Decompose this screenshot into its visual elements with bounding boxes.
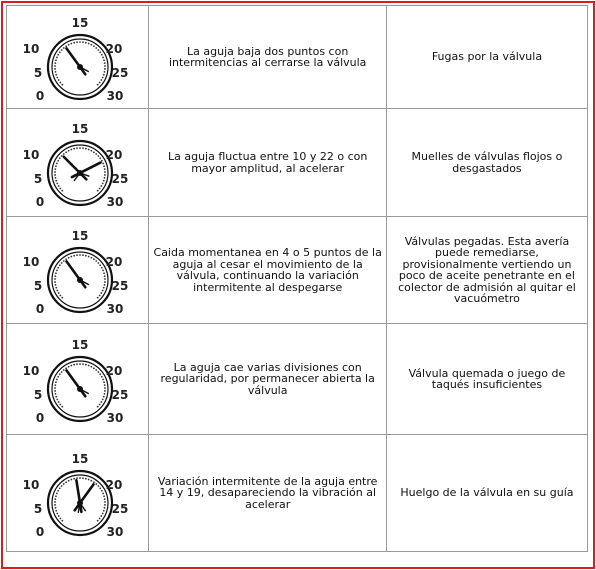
gauge-tick: [104, 168, 106, 170]
gauge-tick: [59, 187, 61, 189]
gauge-tick: [58, 292, 60, 294]
gauge-tick: [59, 373, 61, 375]
gauge-tick: [58, 185, 60, 187]
vacuum-gauge-icon: [18, 333, 138, 425]
gauge-tick: [73, 364, 75, 366]
gauge-tick: [87, 43, 89, 45]
description-text: Caida momentanea en 4 o 5 puntos de la aguja al cesar el movimiento de la válvula, continuando la variación intermitente al despegarse: [153, 246, 382, 294]
gauge-tick: [54, 498, 56, 500]
gauge-tick: [58, 79, 60, 81]
gauge-tick: [59, 295, 61, 297]
gauge-scale-label: 15: [71, 16, 89, 30]
gauge-tick: [103, 393, 105, 395]
table-row: [7, 435, 588, 552]
gauge-tick: [73, 255, 75, 257]
gauge-tick: [67, 149, 69, 151]
gauge-scale-label: 20: [105, 42, 123, 56]
gauge-tick: [104, 498, 106, 500]
gauge-tick: [67, 366, 69, 368]
gauge-tick: [56, 513, 58, 515]
gauge-tick: [65, 151, 67, 153]
gauge-tick: [65, 481, 67, 483]
cause-text: Muelles de válvulas flojos o desgastados: [411, 150, 563, 175]
gauge-tick: [93, 258, 95, 260]
gauge-tick: [103, 74, 105, 76]
gauge-tick: [97, 371, 99, 373]
description-text: La aguja baja dos puntos con intermitencias al cerrarse la válvula: [168, 44, 367, 69]
gauge-scale-label: 30: [106, 302, 124, 316]
gauge-tick: [98, 295, 100, 297]
gauge-tick: [76, 41, 78, 43]
gauge-tick: [99, 51, 101, 53]
gauge-tick: [97, 155, 99, 157]
description-text: La aguja fluctua entre 10 y 22 o con mayor amplitud, al acelerar: [167, 150, 368, 175]
gauge-scale-label: 0: [35, 194, 44, 209]
gauge-tick: [73, 147, 75, 149]
gauge-tick: [82, 363, 84, 365]
gauge-scale-label: 20: [105, 255, 123, 269]
gauge-tick: [55, 59, 57, 61]
gauge-tick: [85, 147, 87, 149]
gauge-cell: [7, 6, 149, 109]
cause-cell: [386, 435, 587, 552]
gauge-scale-label: 0: [35, 411, 44, 425]
gauge-tick: [79, 363, 81, 365]
gauge-tick: [85, 42, 87, 44]
gauge-tick: [54, 501, 56, 503]
gauge-tick: [76, 477, 78, 479]
gauge-scale-label: 5: [33, 279, 42, 293]
gauge-tick: [61, 297, 63, 299]
description-text: Variación intermitente de la aguja entre 14 y 19, desapareciendo la vibración al acelerar: [157, 474, 378, 511]
gauge-tick: [87, 479, 89, 481]
gauge-scale-label: 15: [71, 121, 89, 136]
gauge-cell: [7, 109, 149, 217]
gauge-scale-label: 0: [35, 525, 44, 539]
gauge-tick: [100, 292, 102, 294]
gauge-tick: [95, 47, 97, 49]
gauge-tick: [97, 406, 99, 408]
gauge-tick: [100, 401, 102, 403]
gauge-tick: [98, 404, 100, 406]
gauge-tick: [54, 174, 56, 176]
gauge-tick: [100, 185, 102, 187]
cause-cell: [386, 109, 587, 217]
gauge-scale-label: 15: [71, 452, 89, 466]
gauge-tick: [56, 162, 58, 164]
gauge-tick: [82, 254, 84, 256]
cause-cell: [386, 324, 587, 435]
gauge-tick: [57, 267, 59, 269]
gauge-scale-label: 5: [33, 171, 42, 186]
gauge-tick: [54, 281, 56, 283]
gauge-tick: [82, 147, 84, 149]
gauge-scale-label: 10: [22, 364, 40, 378]
gauge-tick: [56, 77, 58, 79]
gauge-tick: [60, 155, 62, 157]
gauge-tick: [103, 272, 105, 274]
gauge-tick: [61, 520, 63, 522]
gauge-tick: [102, 270, 104, 272]
gauge-scale-label: 25: [111, 66, 129, 80]
gauge-tick: [54, 176, 56, 178]
gauge-tick: [59, 487, 61, 489]
gauge-tick: [104, 171, 106, 173]
gauge-tick: [99, 264, 101, 266]
gauge-tick: [65, 258, 67, 260]
gauge-tick: [57, 54, 59, 56]
gauge-tick: [60, 371, 62, 373]
gauge-tick: [57, 159, 59, 161]
gauge-tick: [70, 365, 72, 367]
description-cell: [149, 6, 386, 109]
gauge-tick: [104, 390, 106, 392]
gauge-scale-label: 30: [106, 89, 124, 103]
vacuum-gauge-icon: [18, 224, 138, 316]
gauge-scale-label: 5: [33, 388, 42, 402]
gauge-tick: [103, 381, 105, 383]
gauge-tick: [90, 149, 92, 151]
gauge-scale-label: 0: [35, 302, 44, 316]
cause-text: Válvulas pegadas. Esta avería puede remediarse, provisionalmente vertiendo un poco de aceite penetrante en el colector de admisión al quitar el vacuómetro: [398, 234, 576, 305]
valve-diagnosis-table: [6, 5, 588, 552]
gauge-tick: [95, 369, 97, 371]
gauge-tick: [99, 487, 101, 489]
gauge-tick: [79, 477, 81, 479]
gauge-tick: [104, 501, 106, 503]
gauge-tick: [104, 68, 106, 70]
gauge-tick: [79, 41, 81, 43]
gauge-tick: [63, 153, 65, 155]
gauge-tick: [54, 168, 56, 170]
gauge-tick: [54, 284, 56, 286]
gauge-tick: [63, 369, 65, 371]
gauge-tick: [57, 490, 59, 492]
gauge-tick: [55, 381, 57, 383]
gauge-tick: [101, 54, 103, 56]
gauge-tick: [82, 41, 84, 43]
gauge-tick: [54, 278, 56, 280]
gauge-scale-label: 25: [111, 388, 129, 402]
gauge-tick: [102, 57, 104, 59]
gauge-tick: [55, 495, 57, 497]
gauge-tick: [67, 480, 69, 482]
description-cell: [149, 435, 386, 552]
gauge-tick: [102, 162, 104, 164]
gauge-tick: [98, 82, 100, 84]
cause-text: Fugas por la válvula: [431, 50, 543, 64]
gauge-pivot: [77, 64, 83, 70]
gauge-tick: [54, 275, 56, 277]
gauge-tick: [59, 404, 61, 406]
gauge-tick: [54, 65, 56, 67]
table-row: [7, 217, 588, 324]
gauge-tick: [90, 480, 92, 482]
gauge-scale-label: 20: [105, 478, 123, 492]
gauge-tick: [104, 384, 106, 386]
vacuum-gauge-icon: [18, 117, 138, 209]
gauge-tick: [104, 278, 106, 280]
gauge-tick: [56, 270, 58, 272]
gauge-tick: [54, 507, 56, 509]
gauge-scale-label: 30: [106, 411, 124, 425]
gauge-tick: [102, 77, 104, 79]
gauge-scale-label: 10: [22, 478, 40, 492]
gauge-scale-label: 25: [111, 171, 129, 186]
gauge-tick: [73, 478, 75, 480]
description-cell: [149, 217, 386, 324]
gauge-tick: [97, 49, 99, 51]
gauge-tick: [103, 510, 105, 512]
gauge-tick: [104, 387, 106, 389]
gauge-tick: [59, 157, 61, 159]
gauge-tick: [63, 47, 65, 49]
gauge-tick: [101, 159, 103, 161]
gauge-tick: [85, 364, 87, 366]
gauge-tick: [61, 189, 63, 191]
gauge-tick: [95, 483, 97, 485]
gauge-tick: [54, 393, 56, 395]
gauge-tick: [63, 483, 65, 485]
gauge-tick: [54, 171, 56, 173]
gauge-tick: [97, 485, 99, 487]
gauge-tick: [97, 262, 99, 264]
gauge-tick: [57, 376, 59, 378]
gauge-tick: [90, 366, 92, 368]
cause-cell: [386, 6, 587, 109]
gauge-tick: [87, 148, 89, 150]
gauge-tick: [54, 390, 56, 392]
gauge-scale-label: 20: [105, 364, 123, 378]
table-row: [7, 324, 588, 435]
gauge-tick: [90, 44, 92, 46]
gauge-tick: [54, 62, 56, 64]
gauge-tick: [55, 165, 57, 167]
gauge-scale-label: 15: [71, 229, 89, 243]
gauge-tick: [70, 148, 72, 150]
gauge-tick: [95, 260, 97, 262]
gauge-tick: [59, 82, 61, 84]
gauge-tick: [70, 256, 72, 258]
gauge-tick: [55, 287, 57, 289]
vacuum-gauge-icon: [18, 447, 138, 539]
gauge-scale-label: 15: [71, 338, 89, 352]
cause-cell: [386, 217, 587, 324]
gauge-tick: [61, 406, 63, 408]
gauge-tick: [54, 68, 56, 70]
gauge-tick: [56, 182, 58, 184]
gauge-tick: [103, 71, 105, 73]
gauge-scale-label: 30: [106, 194, 124, 209]
gauge-tick: [103, 179, 105, 181]
gauge-tick: [61, 84, 63, 86]
description-text: La aguja cae varias divisiones con regularidad, por permanecer abierta la válvula: [160, 360, 375, 397]
gauge-scale-label: 10: [22, 255, 40, 269]
gauge-tick: [101, 267, 103, 269]
gauge-tick: [70, 43, 72, 45]
gauge-tick: [90, 257, 92, 259]
gauge-cell: [7, 435, 149, 552]
gauge-tick: [103, 59, 105, 61]
gauge-tick: [99, 373, 101, 375]
gauge-tick: [55, 179, 57, 181]
gauge-tick: [104, 65, 106, 67]
gauge-scale-label: 20: [105, 147, 123, 162]
gauge-tick: [54, 384, 56, 386]
gauge-tick: [55, 396, 57, 398]
gauge-tick: [56, 290, 58, 292]
gauge-tick: [101, 376, 103, 378]
gauge-tick: [103, 165, 105, 167]
gauge-scale-label: 30: [106, 525, 124, 539]
gauge-pivot: [77, 170, 83, 176]
gauge-tick: [85, 255, 87, 257]
gauge-tick: [103, 396, 105, 398]
gauge-scale-label: 0: [35, 89, 44, 103]
gauge-tick: [93, 45, 95, 47]
gauge-tick: [56, 57, 58, 59]
gauge-tick: [59, 51, 61, 53]
description-cell: [149, 109, 386, 217]
gauge-tick: [104, 281, 106, 283]
gauge-tick: [98, 518, 100, 520]
gauge-scale-label: 25: [111, 502, 129, 516]
gauge-tick: [87, 256, 89, 258]
gauge-tick: [55, 272, 57, 274]
gauge-tick: [60, 262, 62, 264]
gauge-pivot: [77, 386, 83, 392]
gauge-tick: [93, 151, 95, 153]
gauge-tick: [103, 495, 105, 497]
gauge-tick: [104, 504, 106, 506]
gauge-tick: [70, 479, 72, 481]
gauge-tick: [76, 147, 78, 149]
vacuum-gauge-icon: [18, 11, 138, 103]
gauge-tick: [102, 493, 104, 495]
gauge-tick: [85, 478, 87, 480]
gauge-tick: [97, 297, 99, 299]
gauge-pivot: [77, 500, 83, 506]
gauge-tick: [55, 510, 57, 512]
gauge-tick: [76, 363, 78, 365]
gauge-cell: [7, 324, 149, 435]
gauge-tick: [102, 513, 104, 515]
gauge-tick: [65, 45, 67, 47]
gauge-tick: [97, 520, 99, 522]
gauge-tick: [60, 485, 62, 487]
description-cell: [149, 324, 386, 435]
cause-text: Válvula quemada o juego de taqués insuficientes: [408, 366, 566, 391]
gauge-tick: [79, 147, 81, 149]
table-row: [7, 109, 588, 217]
gauge-scale-label: 5: [33, 66, 42, 80]
gauge-tick: [59, 264, 61, 266]
gauge-tick: [58, 515, 60, 517]
gauge-tick: [100, 79, 102, 81]
gauge-tick: [56, 399, 58, 401]
gauge-tick: [55, 74, 57, 76]
gauge-tick: [56, 493, 58, 495]
gauge-tick: [82, 477, 84, 479]
gauge-tick: [97, 189, 99, 191]
gauge-tick: [79, 254, 81, 256]
gauge-scale-label: 10: [22, 42, 40, 56]
gauge-tick: [104, 275, 106, 277]
gauge-scale-label: 25: [111, 279, 129, 293]
gauge-tick: [102, 290, 104, 292]
gauge-tick: [76, 254, 78, 256]
gauge-tick: [99, 157, 101, 159]
gauge-tick: [103, 507, 105, 509]
gauge-tick: [103, 176, 105, 178]
gauge-tick: [102, 399, 104, 401]
gauge-tick: [102, 182, 104, 184]
gauge-tick: [103, 287, 105, 289]
gauge-cell: [7, 217, 149, 324]
gauge-tick: [54, 387, 56, 389]
gauge-tick: [59, 518, 61, 520]
gauge-tick: [54, 71, 56, 73]
gauge-tick: [63, 260, 65, 262]
table-row: [7, 6, 588, 109]
gauge-tick: [93, 481, 95, 483]
gauge-tick: [67, 257, 69, 259]
gauge-tick: [104, 174, 106, 176]
gauge-tick: [67, 44, 69, 46]
gauge-tick: [60, 49, 62, 51]
gauge-scale-label: 10: [22, 147, 40, 162]
gauge-tick: [98, 187, 100, 189]
gauge-tick: [93, 367, 95, 369]
gauge-pivot: [77, 277, 83, 283]
gauge-tick: [100, 515, 102, 517]
gauge-tick: [95, 153, 97, 155]
gauge-tick: [73, 42, 75, 44]
gauge-tick: [54, 504, 56, 506]
gauge-tick: [58, 401, 60, 403]
gauge-tick: [104, 62, 106, 64]
gauge-tick: [56, 379, 58, 381]
cause-text: Huelgo de la válvula en su guía: [400, 486, 574, 500]
gauge-tick: [65, 367, 67, 369]
gauge-tick: [101, 490, 103, 492]
gauge-scale-label: 5: [33, 502, 42, 516]
gauge-tick: [97, 84, 99, 86]
gauge-tick: [87, 365, 89, 367]
gauge-tick: [102, 379, 104, 381]
gauge-tick: [103, 284, 105, 286]
